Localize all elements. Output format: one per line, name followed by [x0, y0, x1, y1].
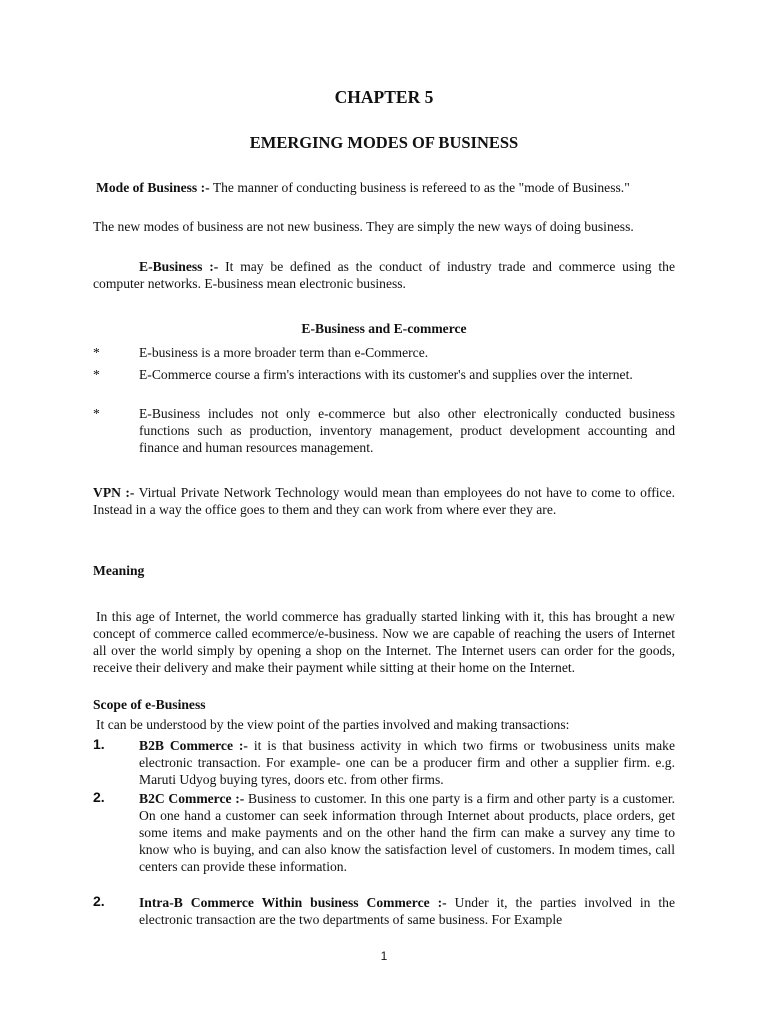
- meaning-paragraph: In this age of Internet, the world commerce has gradually started linking with it, this has brought a new concept of commerce called ecommerce/e-business. Now we are capable of reaching the users of Internet all over the world simply by opening a shop on the Internet. The Internet users can order for the goods, receive their delivery and make their payment while sitting at their home on the Internet.: [93, 609, 675, 675]
- page-heading: EMERGING MODES OF BUSINESS: [249, 133, 519, 152]
- item-text: [139, 790, 675, 875]
- bullet-text: E-Commerce course a firm's interactions with its customer's and supplies over the internet.: [139, 367, 633, 382]
- meaning-heading: Meaning: [93, 563, 145, 578]
- bullet-text: E-business is a more broader term than e-Commerce.: [139, 345, 429, 360]
- item-body: it is that business activity in which two firms or twobusiness units make electronic transaction. For example- one can be a producer firm and other a supplier firm. e.g. Maruti Udyog buying tyres, doors etc. from other firms.: [139, 738, 675, 787]
- scope-intro: It can be understood by the view point of the parties involved and making transactions:: [96, 717, 570, 732]
- new-modes-paragraph: The new modes of business are not new business. They are simply the new ways of doing business.: [93, 219, 634, 234]
- item-number: 2.: [93, 893, 105, 909]
- item-term: Intra-B Commerce Within business Commerce :-: [139, 895, 447, 910]
- item-term: B2C Commerce :-: [139, 791, 245, 806]
- bullet-mark: *: [93, 406, 100, 421]
- vpn-term: VPN :-: [93, 485, 135, 500]
- bullet-mark: *: [93, 345, 100, 360]
- mode-of-business-term: Mode of Business :-: [96, 180, 210, 195]
- item-body: Business to customer. In this one party is a firm and other party is a customer. On one hand a customer can seek information through Internet about products, place orders, get some items and make payments and on the other hand the firm can make a survey any time to know who is buying, and can also know the satisfaction level of customers. In modem times, call centers can provide these information.: [139, 791, 676, 874]
- bullet-text: E-Business includes not only e-commerce but also other electronically conducted business functions such as production, inventory management, product development accounting and finance and human resources management.: [139, 406, 675, 455]
- scope-heading: Scope of e-Business: [93, 697, 206, 712]
- bullet-mark: *: [93, 367, 100, 382]
- item-number: 2.: [93, 789, 105, 805]
- ebusiness-ecommerce-heading: E-Business and E-commerce: [301, 321, 467, 336]
- chapter-title: CHAPTER 5: [334, 87, 434, 107]
- vpn-text: Virtual Private Network Technology would mean than employees do not have to come to office. Instead in a way the office goes to them and they can work from where ever they are.: [93, 485, 675, 517]
- vpn-paragraph: [93, 484, 675, 518]
- item-text: [139, 894, 675, 928]
- item-number: 1.: [93, 736, 105, 752]
- ebusiness-term: E-Business :-: [139, 259, 219, 274]
- ebusiness-text: It may be defined as the conduct of industry trade and commerce using the computer networks. E-business mean electronic business.: [93, 259, 675, 291]
- item-body: Under it, the parties involved in the electronic transaction are the two departments of same business. For Example: [139, 895, 676, 927]
- ebusiness-definition-paragraph: [93, 258, 675, 292]
- mode-of-business-text: The manner of conducting business is refereed to as the "mode of Business.": [209, 180, 630, 195]
- page-number: 1: [380, 949, 388, 963]
- item-term: B2B Commerce :-: [139, 738, 248, 753]
- mode-of-business-paragraph: [93, 179, 675, 196]
- item-text: [139, 737, 675, 788]
